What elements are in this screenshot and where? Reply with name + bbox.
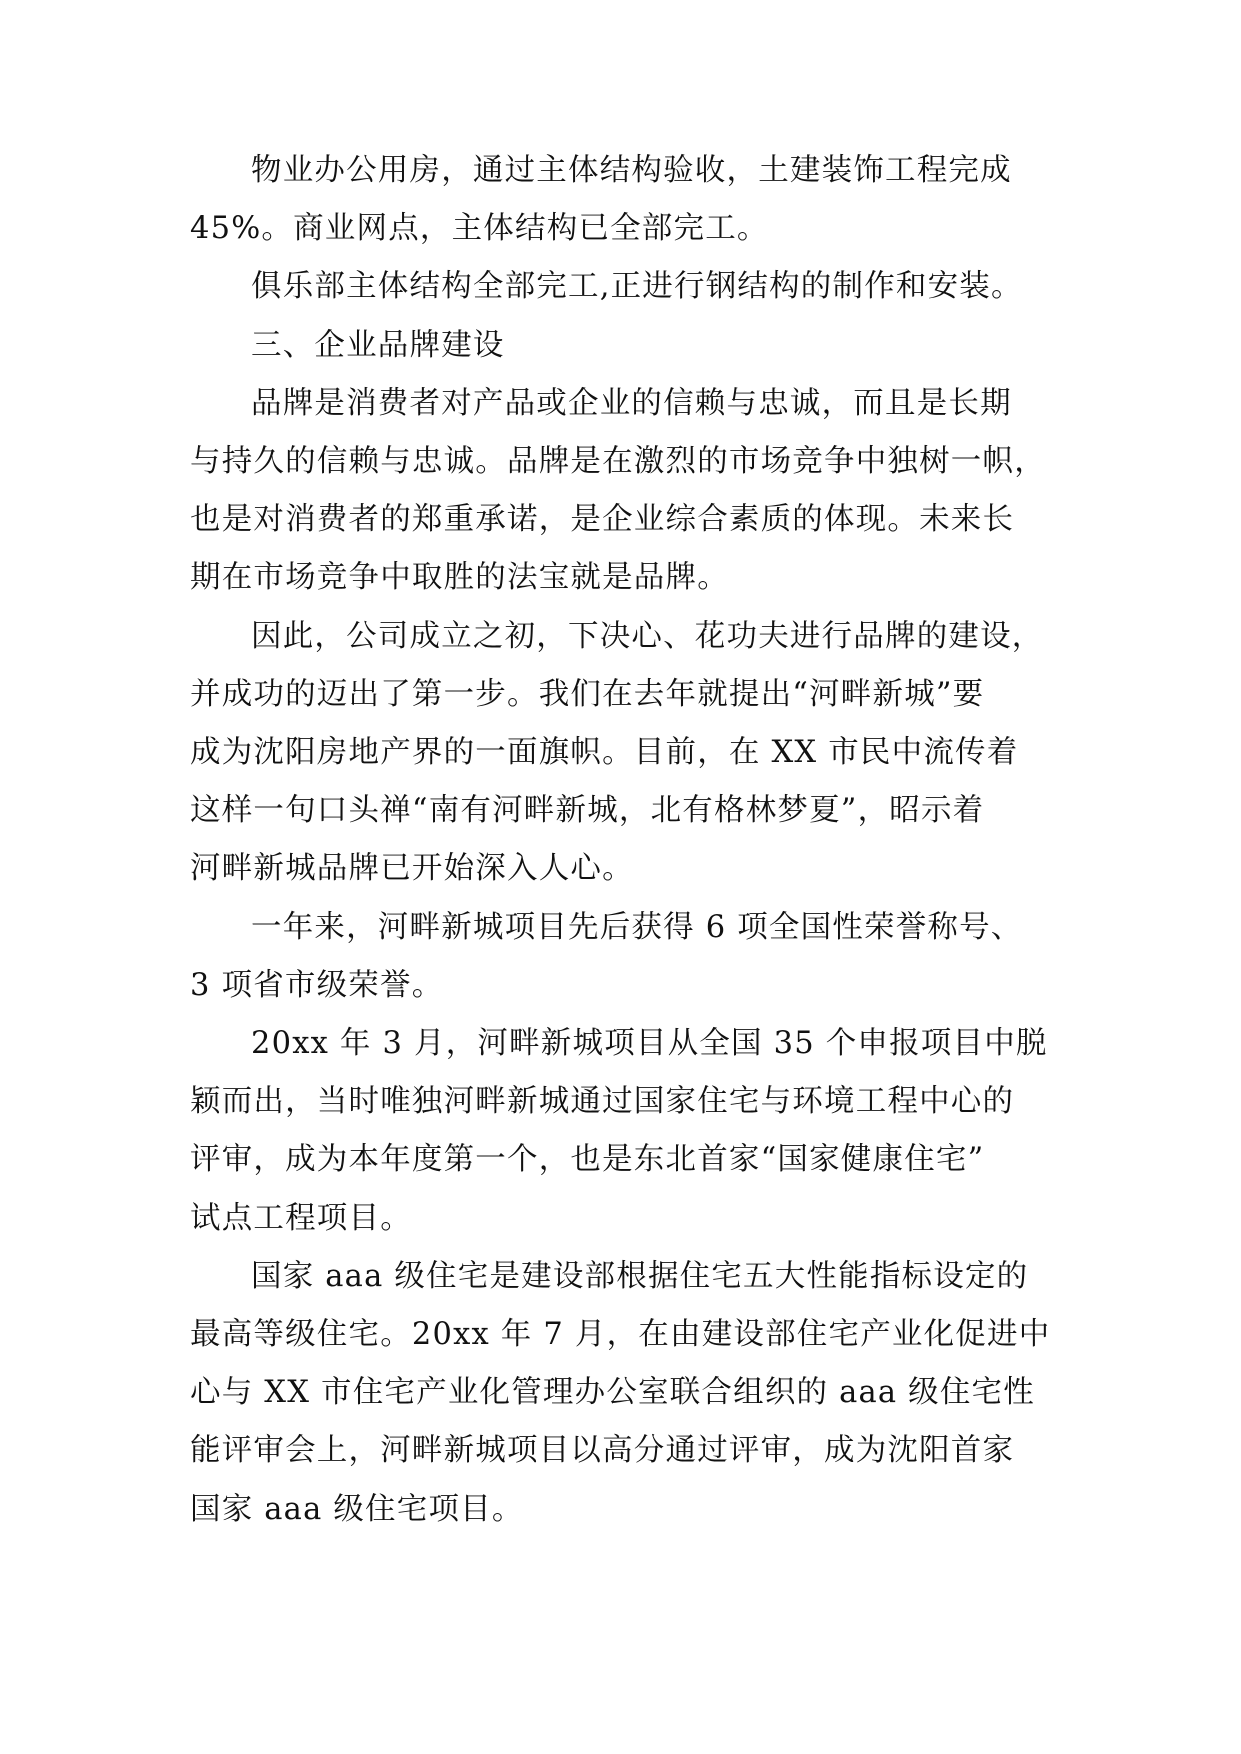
text-line: 颖而出，当时唯独河畔新城通过国家住宅与环境工程中心的: [190, 1084, 1015, 1120]
text-line: 这样一句口头禅“南有河畔新城，北有格林梦夏”，昭示着: [190, 793, 985, 829]
document-body: [190, 142, 1070, 1539]
text-line: 国家 aaa 级住宅项目。: [190, 1491, 524, 1527]
text-line: 试点工程项目。: [190, 1200, 412, 1236]
paragraph-honors: [190, 899, 1070, 1015]
paragraph-brand-definition: [190, 375, 1070, 608]
text-line: 俱乐部主体结构全部完工,正进行钢结构的制作和安装。: [251, 269, 1023, 305]
text-line: 河畔新城品牌已开始深入人心。: [190, 851, 634, 887]
text-line: 物业办公用房，通过主体结构验收，土建装饰工程完成: [251, 153, 1012, 188]
text-line: 期在市场竞争中取胜的法宝就是品牌。: [190, 560, 729, 596]
paragraph-club: [190, 258, 1070, 316]
paragraph-aaa-housing: [190, 1248, 1070, 1539]
text-line: 也是对消费者的郑重承诺，是企业综合素质的体现。未来长: [190, 502, 1015, 538]
text-line: 品牌是消费者对产品或企业的信赖与忠诚，而且是长期: [251, 385, 1012, 421]
text-line: 因此，公司成立之初，下决心、花功夫进行品牌的建设，: [251, 618, 1044, 654]
text-line: 评审，成为本年度第一个，也是东北首家“国家健康住宅”: [190, 1142, 985, 1178]
text-line: 45%。商业网点，主体结构已全部完工。: [190, 211, 769, 247]
text-line: 成为沈阳房地产界的一面旗帜。目前，在 XX 市民中流传着: [190, 735, 1019, 771]
paragraph-healthy-housing: [190, 1015, 1070, 1248]
text-line: 一年来，河畔新城项目先后获得 6 项全国性荣誉称号、: [251, 909, 1023, 945]
text-line: 3 项省市级荣誉。: [190, 967, 444, 1003]
text-line: 最高等级住宅。20xx 年 7 月，在由建设部住宅产业化促进中: [190, 1317, 1051, 1353]
text-line: 心与 XX 市住宅产业化管理办公室联合组织的 aaa 级住宅性: [190, 1375, 1035, 1411]
section-heading-brand: [190, 317, 1070, 375]
paragraph-brand-building: [190, 608, 1070, 899]
paragraph-property-office: [190, 142, 1070, 258]
text-line: 国家 aaa 级住宅是建设部根据住宅五大性能指标设定的: [251, 1258, 1029, 1294]
text-line: 20xx 年 3 月，河畔新城项目从全国 35 个申报项目中脱: [251, 1026, 1048, 1062]
text-line: 与持久的信赖与忠诚。品牌是在激烈的市场竞争中独树一帜，: [190, 444, 1046, 480]
text-line: 能评审会上，河畔新城项目以高分通过评审，成为沈阳首家: [190, 1433, 1015, 1469]
section-heading: 三、企业品牌建设: [251, 327, 505, 363]
text-line: 并成功的迈出了第一步。我们在去年就提出“河畔新城”要: [190, 676, 985, 712]
